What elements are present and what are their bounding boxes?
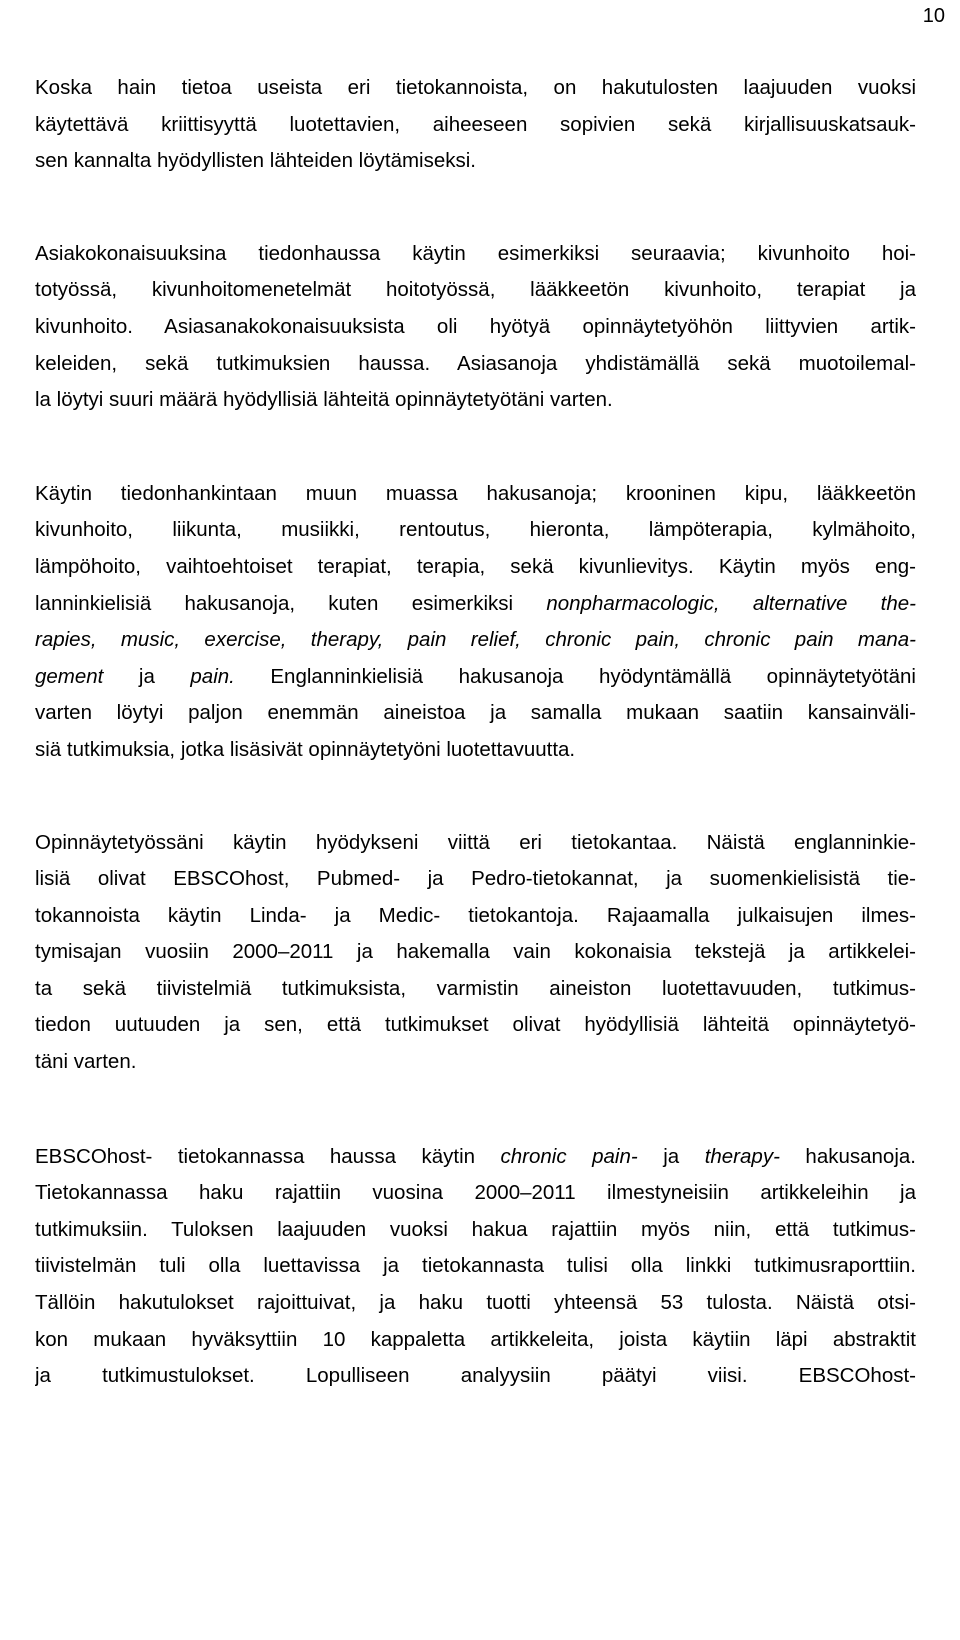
text-line: Tällöin hakutulokset rajoittuivat, ja haku tuotti yhteensä 53 tulosta. Näistä otsi- (35, 1291, 916, 1315)
text-line: lanninkielisiä hakusanoja, kuten esimerkiksi nonpharmacologic, alternative the- (35, 591, 916, 615)
text-line: tymisajan vuosiin 2000–2011 ja hakemalla vain kokonaisia tekstejä ja artikkelei- (35, 940, 916, 964)
paragraph-5 (35, 1139, 916, 1395)
paragraph-4 (35, 825, 916, 1081)
text-line: tokannoista käytin Linda- ja Medic- tietokantoja. Rajaamalla julkaisujen ilmes- (35, 903, 916, 927)
text-line: tiedon uutuuden ja sen, että tutkimukset olivat hyödyllisiä lähteitä opinnäytetyö- (35, 1013, 916, 1037)
text-line: Opinnäytetyössäni käytin hyödykseni viittä eri tietokantaa. Näistä englanninkie- (35, 830, 916, 854)
text-line: käytettävä kriittisyyttä luotettavien, aiheeseen sopivien sekä kirjallisuuskatsauk- (35, 112, 916, 136)
text-line: täni varten. (35, 1050, 137, 1074)
text-line: varten löytyi paljon enemmän aineistoa ja samalla mukaan saatiin kansainväli- (35, 701, 916, 725)
text-line: tiivistelmän tuli olla luettavissa ja tietokannasta tulisi olla linkki tutkimusraporttiin. (35, 1254, 916, 1278)
body-text (35, 70, 916, 1395)
text-line: lisiä olivat EBSCOhost, Pubmed- ja Pedro-tietokannat, ja suomenkielisistä tie- (35, 867, 916, 891)
text-line: siä tutkimuksia, jotka lisäsivät opinnäytetyöni luotettavuutta. (35, 737, 576, 761)
text-line: lämpöhoito, vaihtoehtoiset terapiat, terapia, sekä kivunlievitys. Käytin myös eng- (35, 554, 916, 578)
text-line: kivunhoito, liikunta, musiikki, rentoutus, hieronta, lämpöterapia, kylmähoito, (35, 518, 916, 542)
text-line: Koska hain tietoa useista eri tietokannoista, on hakutulosten laajuuden vuoksi (35, 76, 916, 99)
italic-text: gement (35, 664, 104, 688)
text-line: gement ja pain. Englanninkielisiä hakusanoja hyödyntämällä opinnäytetyötäni (35, 664, 916, 688)
italic-text: nonpharmacologic, alternative the- (546, 591, 916, 615)
text-line: totyössä, kivunhoitomenetelmät hoitotyössä, lääkkeetön kivunhoito, terapiat ja (35, 278, 916, 302)
text-line: keleiden, sekä tutkimuksien haussa. Asiasanoja yhdistämällä sekä muotoilemal- (35, 351, 916, 375)
paragraph-3 (35, 476, 916, 769)
paragraph-2 (35, 236, 916, 419)
text-line: tutkimuksiin. Tuloksen laajuuden vuoksi hakua rajattiin myös niin, että tutkimus- (35, 1217, 916, 1241)
text-line: sen kannalta hyödyllisten lähteiden löytämiseksi. (35, 149, 477, 173)
page-number: 10 (922, 5, 945, 27)
text-line: kon mukaan hyväksyttiin 10 kappaletta artikkeleita, joista käytiin läpi abstraktit (35, 1327, 916, 1351)
text-line: Tietokannassa haku rajattiin vuosina 2000–2011 ilmestyneisiin artikkeleihin ja (35, 1181, 916, 1205)
italic-text: therapy- (704, 1144, 780, 1168)
text-line: kivunhoito. Asiasanakokonaisuuksista oli hyötyä opinnäytetyöhön liittyvien artik- (35, 314, 916, 338)
text-line: ja tutkimustulokset. Lopulliseen analyysiin päätyi viisi. EBSCOhost- (35, 1364, 916, 1388)
text-line: la löytyi suuri määrä hyödyllisiä lähteitä opinnäytetyötäni varten. (35, 388, 613, 412)
italic-text: pain. (190, 664, 235, 688)
text-line: Käytin tiedonhankintaan muun muassa hakusanoja; krooninen kipu, lääkkeetön (35, 481, 916, 505)
italic-text: chronic pain- (500, 1144, 638, 1168)
text-line: EBSCOhost- tietokannassa haussa käytin chronic pain- ja therapy- hakusanoja. (35, 1144, 916, 1168)
italic-text: rapies, music, exercise, therapy, pain relief, chronic pain, chronic pain mana- (35, 628, 916, 652)
text-line: Asiakokonaisuuksina tiedonhaussa käytin esimerkiksi seuraavia; kivunhoito hoi- (35, 241, 916, 265)
paragraph-1 (35, 70, 916, 180)
text-line: ta sekä tiivistelmiä tutkimuksista, varmistin aineiston luotettavuuden, tutkimus- (35, 976, 916, 1000)
text-line (35, 622, 916, 659)
